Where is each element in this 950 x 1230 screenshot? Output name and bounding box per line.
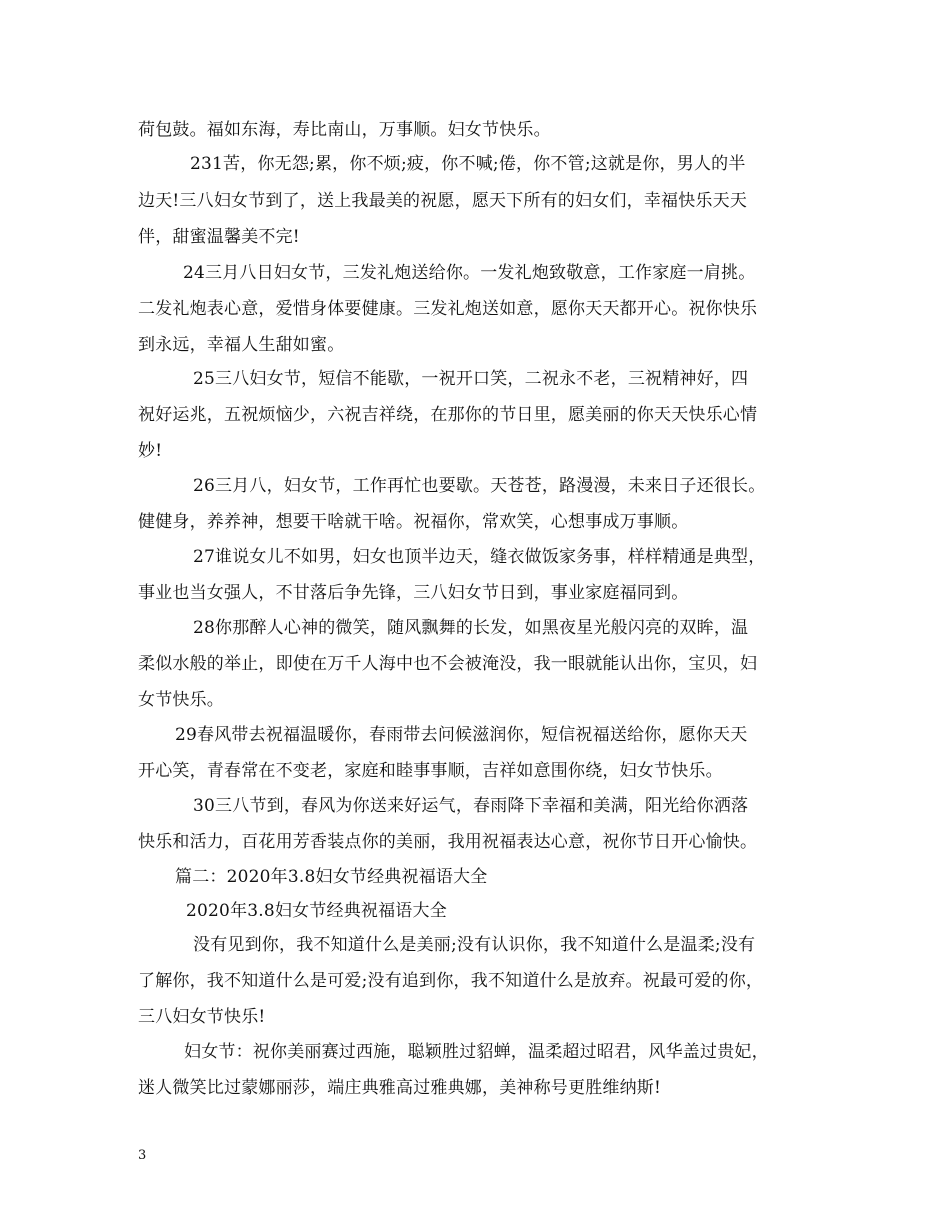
text-line: 开心笑，青春常在不变老，家庭和睦事事顺，吉祥如意围你绕，妇女节快乐。: [138, 761, 723, 781]
text-line: 25三八妇女节，短信不能歇，一祝开口笑，二祝永不老，三祝精神好，四: [193, 369, 749, 389]
text-line: 边天!三八妇女节到了，送上我最美的祝愿，愿天下所有的妇女们，幸福快乐天天: [138, 191, 748, 211]
text-line: 荷包鼓。福如东海，寿比南山，万事顺。妇女节快乐。: [138, 120, 551, 140]
text-line: 到永远，幸福人生甜如蜜。: [138, 335, 345, 355]
text-line: 妙!: [138, 441, 163, 461]
text-line: 24三月八日妇女节，三发礼炮送给你。一发礼炮致敬意，工作家庭一肩挑。: [183, 263, 756, 283]
section-heading: 篇二：2020年3.8妇女节经典祝福语大全: [175, 867, 488, 887]
section-subheading: 2020年3.8妇女节经典祝福语大全: [186, 901, 447, 921]
text-line: 29春风带去祝福温暖你，春雨带去问候滋润你，短信祝福送给你，愿你天天: [175, 725, 748, 745]
text-line: 没有见到你，我不知道什么是美丽;没有认识你，我不知道什么是温柔;没有: [193, 935, 756, 955]
page-number: 3: [138, 1148, 147, 1163]
text-line: 迷人微笑比过蒙娜丽莎，端庄典雅高过雅典娜，美神称号更胜维纳斯!: [138, 1078, 662, 1098]
text-line: 27谁说女儿不如男，妇女也顶半边天，缝衣做饭家务事，样样精通是典型，: [193, 547, 766, 567]
text-line: 女节快乐。: [138, 690, 224, 710]
text-line: 231苦，你无怨;累，你不烦;疲，你不喊;倦，你不管;这就是你，男人的半: [190, 154, 746, 174]
text-line: 26三月八，妇女节，工作再忙也要歇。天苍苍，路漫漫，未来日子还很长。: [193, 476, 766, 496]
text-line: 健健身，养养神，想要干啥就干啥。祝福你，常欢笑，心想事成万事顺。: [138, 512, 689, 532]
text-line: 柔似水般的举止，即使在万千人海中也不会被淹没，我一眼就能认出你，宝贝，妇: [138, 654, 758, 674]
text-line: 三八妇女节快乐!: [138, 1007, 266, 1027]
text-line: 快乐和活力，百花用芳香装点你的美丽，我用祝福表达心意，祝你节日开心愉快。: [138, 832, 758, 852]
text-line: 28你那醉人心神的微笑，随风飘舞的长发，如黑夜星光般闪亮的双眸，温: [193, 618, 749, 638]
text-line: 事业也当女强人，不甘落后争先锋，三八妇女节日到，事业家庭福同到。: [138, 583, 689, 603]
text-line: 伴，甜蜜温馨美不完!: [138, 227, 300, 247]
text-line: 30三八节到，春风为你送来好运气，春雨降下幸福和美满，阳光给你洒落: [193, 796, 749, 816]
text-line: 祝好运兆，五祝烦恼少，六祝吉祥绕，在那你的节日里，愿美丽的你天天快乐心情: [138, 405, 758, 425]
text-line: 二发礼炮表心意，爱惜身体要健康。三发礼炮送如意，愿你天天都开心。祝你快乐: [138, 299, 758, 319]
text-line: 妇女节：祝你美丽赛过西施，聪颖胜过貂蝉，温柔超过昭君，风华盖过贵妃，: [184, 1042, 769, 1062]
text-line: 了解你，我不知道什么是可爱;没有追到你，我不知道什么是放弃。祝最可爱的你，: [138, 971, 764, 991]
